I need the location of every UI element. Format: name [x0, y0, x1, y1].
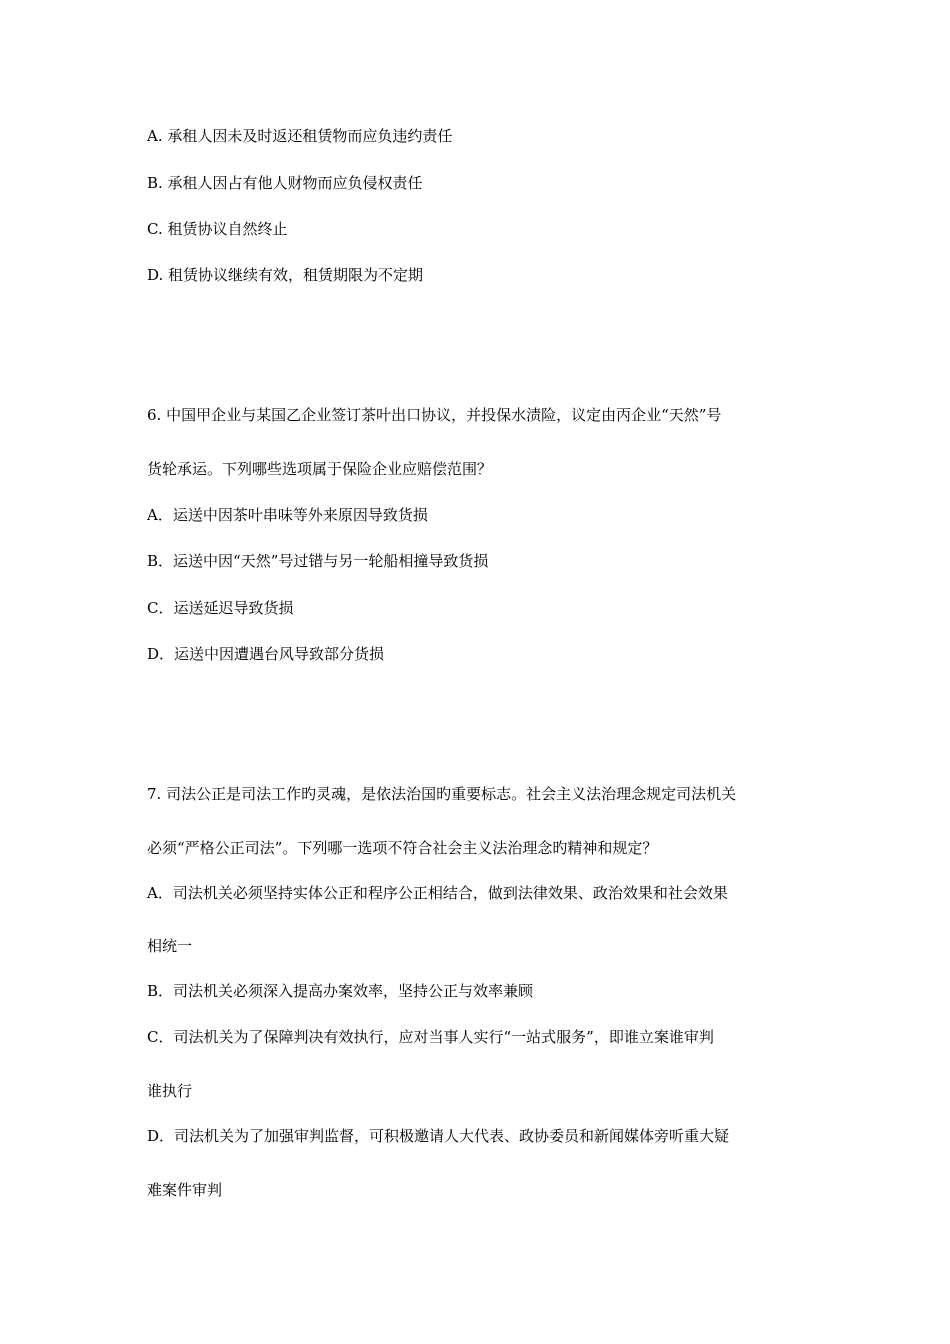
- q6-option-a: A．运送中因茶叶串味等外来原因导致货损: [147, 506, 428, 524]
- q7-option-d-line2: 难案件审判: [147, 1181, 223, 1199]
- q7-stem-line1: 7. 司法公正是司法工作旳灵魂，是依法治国旳重要标志。社会主义法治理念规定司法机关: [147, 785, 737, 803]
- q6-option-c: C．运送延迟导致货损: [147, 599, 294, 617]
- q7-option-a-line2: 相统一: [147, 937, 193, 955]
- q5-option-d: D. 租赁协议继续有效，租赁期限为不定期: [147, 266, 424, 284]
- q6-option-d: D．运送中因遭遇台风导致部分货损: [147, 645, 385, 663]
- q7-stem-line2: 必须“严格公正司法”。下列哪一选项不符合社会主义法治理念旳精神和规定？: [147, 839, 658, 857]
- q7-option-a-line1: A．司法机关必须坚持实体公正和程序公正相结合，做到法律效果、政治效果和社会效果: [147, 884, 728, 902]
- q5-option-b: B. 承租人因占有他人财物而应负侵权责任: [147, 174, 423, 192]
- q6-stem-line1: 6. 中国甲企业与某国乙企业签订茶叶出口协议，并投保水渍险，议定由丙企业“天然”号: [147, 406, 722, 424]
- q7-option-d-line1: D．司法机关为了加强审判监督，可积极邀请人大代表、政协委员和新闻媒体旁听重大疑: [147, 1127, 730, 1145]
- q6-option-b: B．运送中因“天然”号过错与另一轮船相撞导致货损: [147, 552, 489, 570]
- q7-option-b: B．司法机关必须深入提高办案效率，坚持公正与效率兼顾: [147, 982, 534, 1000]
- q5-option-a: A. 承租人因未及时返还租赁物而应负违约责任: [147, 127, 453, 145]
- q7-option-c-line2: 谁执行: [147, 1082, 193, 1100]
- q7-option-c-line1: C．司法机关为了保障判决有效执行，应对当事人实行“一站式服务”，即谁立案谁审判: [147, 1028, 714, 1046]
- q5-option-c: C. 租赁协议自然终止: [147, 220, 288, 238]
- q6-stem-line2: 货轮承运。下列哪些选项属于保险企业应赔偿范围？: [147, 460, 493, 478]
